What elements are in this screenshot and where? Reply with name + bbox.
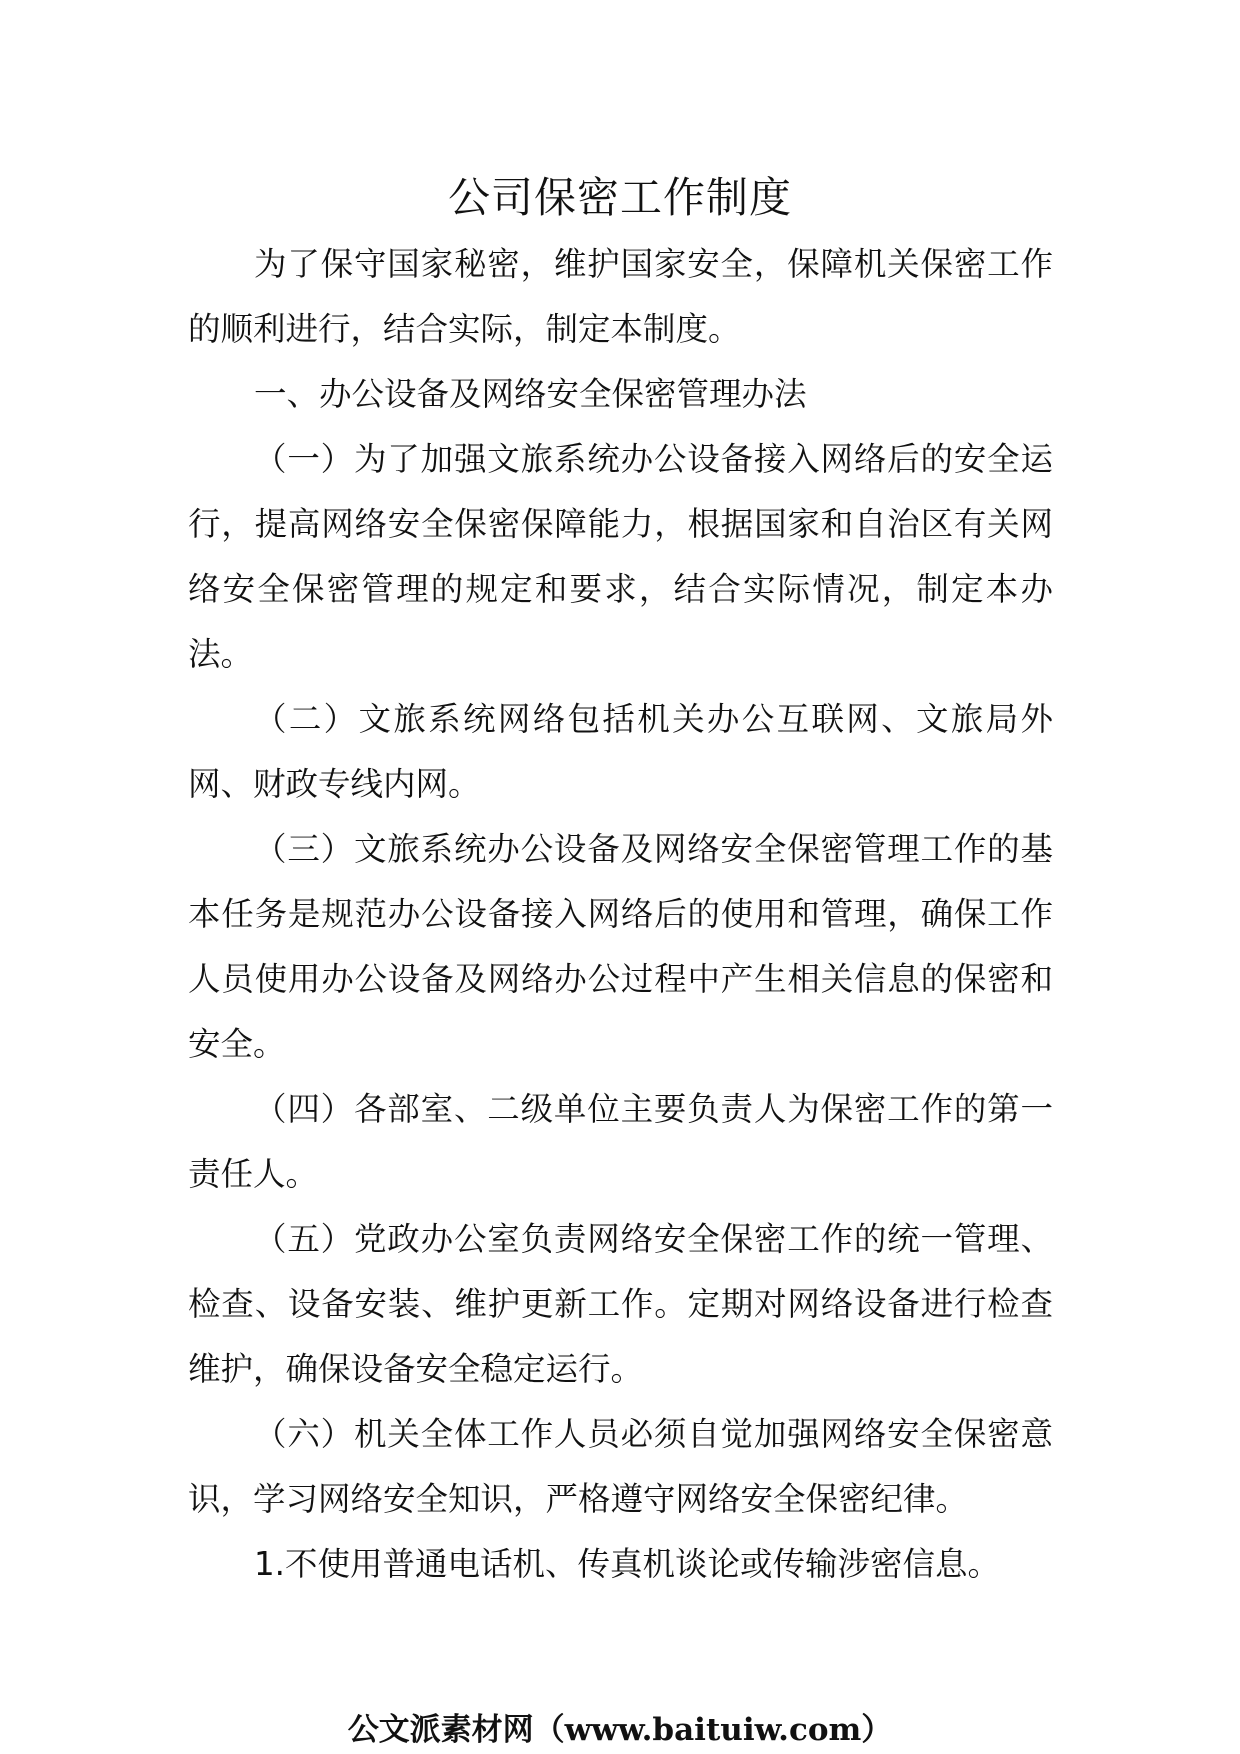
paragraph-item-2: （二）文旅系统网络包括机关办公互联网、文旅局外网、财政专线内网。 xyxy=(188,700,1053,803)
paragraph-item-3: （三）文旅系统办公设备及网络安全保密管理工作的基本任务是规范办公设备接入网络后的使用和管理，确保工作人员使用办公设备及网络办公过程中产生相关信息的保密和安全。 xyxy=(188,830,1053,1063)
paragraph-item-1: （一）为了加强文旅系统办公设备接入网络后的安全运行，提高网络安全保密保障能力，根据国家和自治区有关网络安全保密管理的规定和要求，结合实际情况，制定本办法。 xyxy=(188,440,1053,673)
document-body xyxy=(188,232,1053,1597)
paragraph-subitem-1: 1.不使用普通电话机、传真机谈论或传输涉密信息。 xyxy=(254,1545,1001,1583)
paragraph-item-4: （四）各部室、二级单位主要负责人为保密工作的第一责任人。 xyxy=(188,1090,1053,1193)
paragraph-item-5: （五）党政办公室负责网络安全保密工作的统一管理、检查、设备安装、维护更新工作。定期对网络设备进行检查维护，确保设备安全稳定运行。 xyxy=(188,1220,1053,1388)
footer-watermark: 公文派素材网（www.baituiw.com） xyxy=(347,1712,893,1748)
paragraph-intro: 为了保守国家秘密，维护国家安全，保障机关保密工作的顺利进行，结合实际，制定本制度。 xyxy=(188,245,1053,348)
section-heading-1: 一、办公设备及网络安全保密管理办法 xyxy=(254,375,807,413)
document-title: 公司保密工作制度 xyxy=(447,173,792,222)
paragraph-item-6: （六）机关全体工作人员必须自觉加强网络安全保密意识，学习网络安全知识，严格遵守网络安全保密纪律。 xyxy=(188,1415,1053,1518)
